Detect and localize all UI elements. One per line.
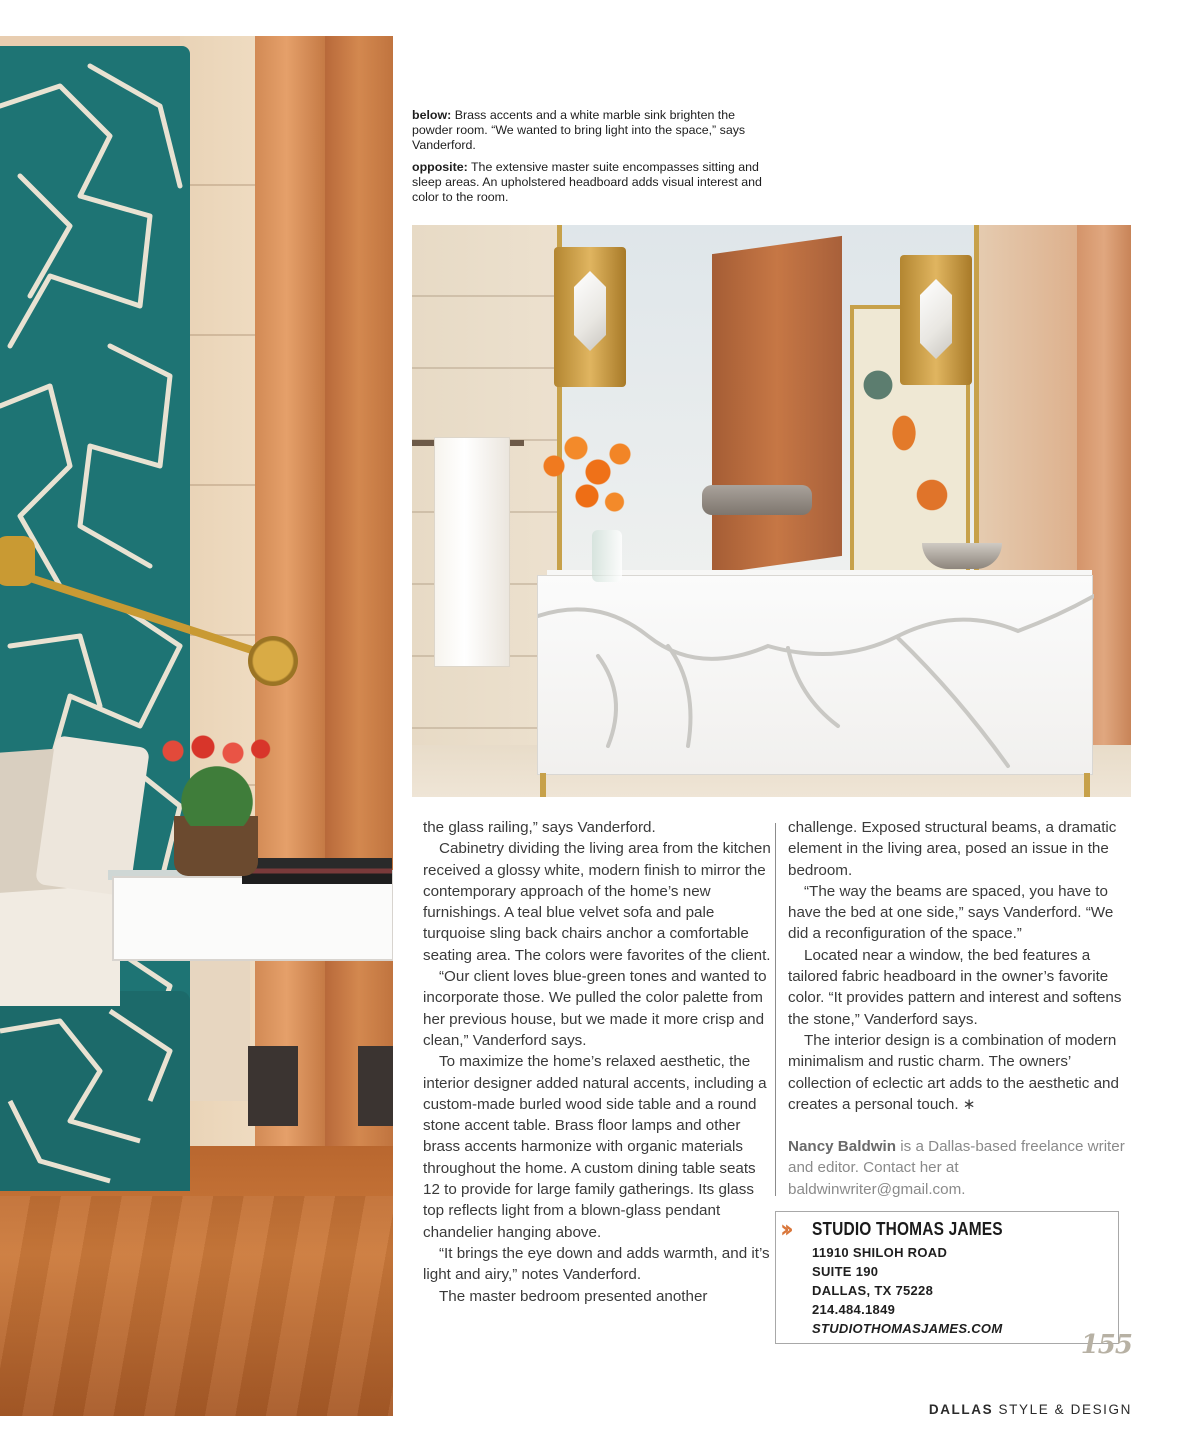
- caption-opposite-text: The extensive master suite encompasses sitting and sleep areas. An upholstered headboard adds visual interest and color to the room.: [412, 160, 762, 204]
- article-column-1: [423, 817, 773, 1307]
- caption-below: [412, 108, 777, 153]
- painted-goldfish: [902, 465, 962, 525]
- brass-sconce: [554, 247, 626, 387]
- powder-room-photo: [412, 225, 1131, 797]
- glass-vase: [592, 530, 622, 582]
- paragraph: The interior design is a combination of modern minimalism and rustic charm. The owners’ collection of eclectic art adds to the aesthetic and creates a personal touch. ∗: [788, 1031, 1119, 1113]
- studio-name: STUDIO THOMAS JAMES: [812, 1219, 1003, 1239]
- brass-vanity-legs: [540, 773, 1090, 797]
- caption-below-text: Brass accents and a white marble sink brighten the powder room. “We wanted to bring light into the space,” says Vanderford.: [412, 108, 746, 152]
- paragraph: “It brings the eye down and adds warmth, and it’s light and airy,” notes Vanderford.: [423, 1244, 770, 1284]
- steel-beam-brackets: [248, 1046, 393, 1126]
- resource-box: [775, 1211, 1119, 1344]
- author-bio: [788, 1136, 1128, 1200]
- bedroom-photo: [0, 36, 393, 1416]
- paragraph: The master bedroom presented another: [439, 1287, 708, 1305]
- wood-beam-shadow: [325, 36, 393, 1156]
- wall-faucet: [702, 485, 812, 515]
- paragraph: “The way the beams are spaced, you have to have the bed at one side,” says Vanderford. “We did a reconfiguration of the space.”: [788, 882, 1114, 943]
- caption-opposite-label: opposite:: [412, 160, 468, 174]
- teal-bed-frame: [0, 991, 190, 1191]
- paragraph: To maximize the home’s relaxed aesthetic, the interior designer added natural accents, including a custom-made burled wood side table and a round stone accent table. Brass floor lamps and other brass accents harmonize with organic materials throughout the home. A custom dining table seats 12 to provide for large family gatherings. Its glass top reflects light from a blown-glass pendant chandelier hanging above.: [423, 1053, 767, 1241]
- phone-number: 214.484.1849: [812, 1302, 896, 1317]
- author-name: Nancy Baldwin: [788, 1138, 897, 1156]
- red-flowers: [155, 731, 275, 771]
- caption-below-label: below:: [412, 108, 452, 122]
- stacked-books: [242, 858, 392, 884]
- address-line-1: 11910 SHILOH ROAD: [812, 1245, 948, 1260]
- crystal-shade: [920, 279, 952, 359]
- wood-beam: [255, 36, 325, 1156]
- crystal-shade: [574, 271, 606, 351]
- floor-reflection: [0, 1196, 393, 1416]
- city-state-zip: DALLAS, TX 75228: [812, 1283, 934, 1298]
- paragraph: “Our client loves blue-green tones and wanted to incorporate those. We pulled the color palette from her previous house, but we made it more crisp and clean,” Vanderford says.: [423, 968, 767, 1049]
- marble-veining: [538, 576, 1094, 776]
- orange-orchid: [532, 430, 642, 550]
- reflected-wood-door: [712, 236, 842, 574]
- publication-name-rest: STYLE & DESIGN: [993, 1402, 1132, 1417]
- nightstand-support: [190, 961, 250, 1101]
- chevron-right-icon: ››: [780, 1215, 788, 1243]
- article-column-2: [788, 817, 1128, 1200]
- publication-name-bold: DALLAS: [928, 1402, 994, 1417]
- publication-name: [900, 1402, 1132, 1417]
- painted-foliage: [858, 365, 898, 405]
- caption-opposite: [412, 160, 777, 205]
- studio-contact-details: [812, 1243, 1002, 1338]
- floating-nightstand: [112, 876, 393, 961]
- painted-goldfish: [884, 403, 924, 463]
- paragraph: Located near a window, the bed features a tailored fabric headboard in the owner’s favorite color. “It provides pattern and interest and softens the stone,” Vanderford says.: [788, 946, 1122, 1028]
- bed-frame-pattern: [0, 991, 190, 1191]
- paragraph: challenge. Exposed structural beams, a dramatic element in the living area, posed an issue in the bedroom.: [788, 819, 1117, 879]
- brass-wall-mount: [248, 636, 298, 686]
- address-line-2: SUITE 190: [812, 1264, 879, 1279]
- website-link[interactable]: STUDIOTHOMASJAMES.COM: [812, 1321, 1003, 1336]
- marble-sink-vanity: [537, 575, 1093, 775]
- paragraph: Cabinetry dividing the living area from the kitchen received a glossy white, modern finish to mirror the contemporary approach of the home’s new furnishings. A teal blue velvet sofa and pale turquoise sling back chairs anchor a comfortable seating area. The colors were favorites of the client.: [423, 840, 771, 964]
- page-number: 155: [1080, 1330, 1132, 1360]
- white-duvet: [0, 876, 120, 1006]
- brass-sconce: [900, 255, 972, 385]
- photo-captions: [412, 108, 777, 212]
- white-hand-towel: [434, 437, 510, 667]
- column-divider: [775, 823, 776, 1196]
- brass-lamp-head: [0, 536, 35, 586]
- author-bio-text: is a Dallas-based freelance writer and editor. Contact her at baldwinwriter@gmail.com.: [788, 1138, 1125, 1198]
- paragraph: the glass railing,” says Vanderford.: [423, 819, 656, 836]
